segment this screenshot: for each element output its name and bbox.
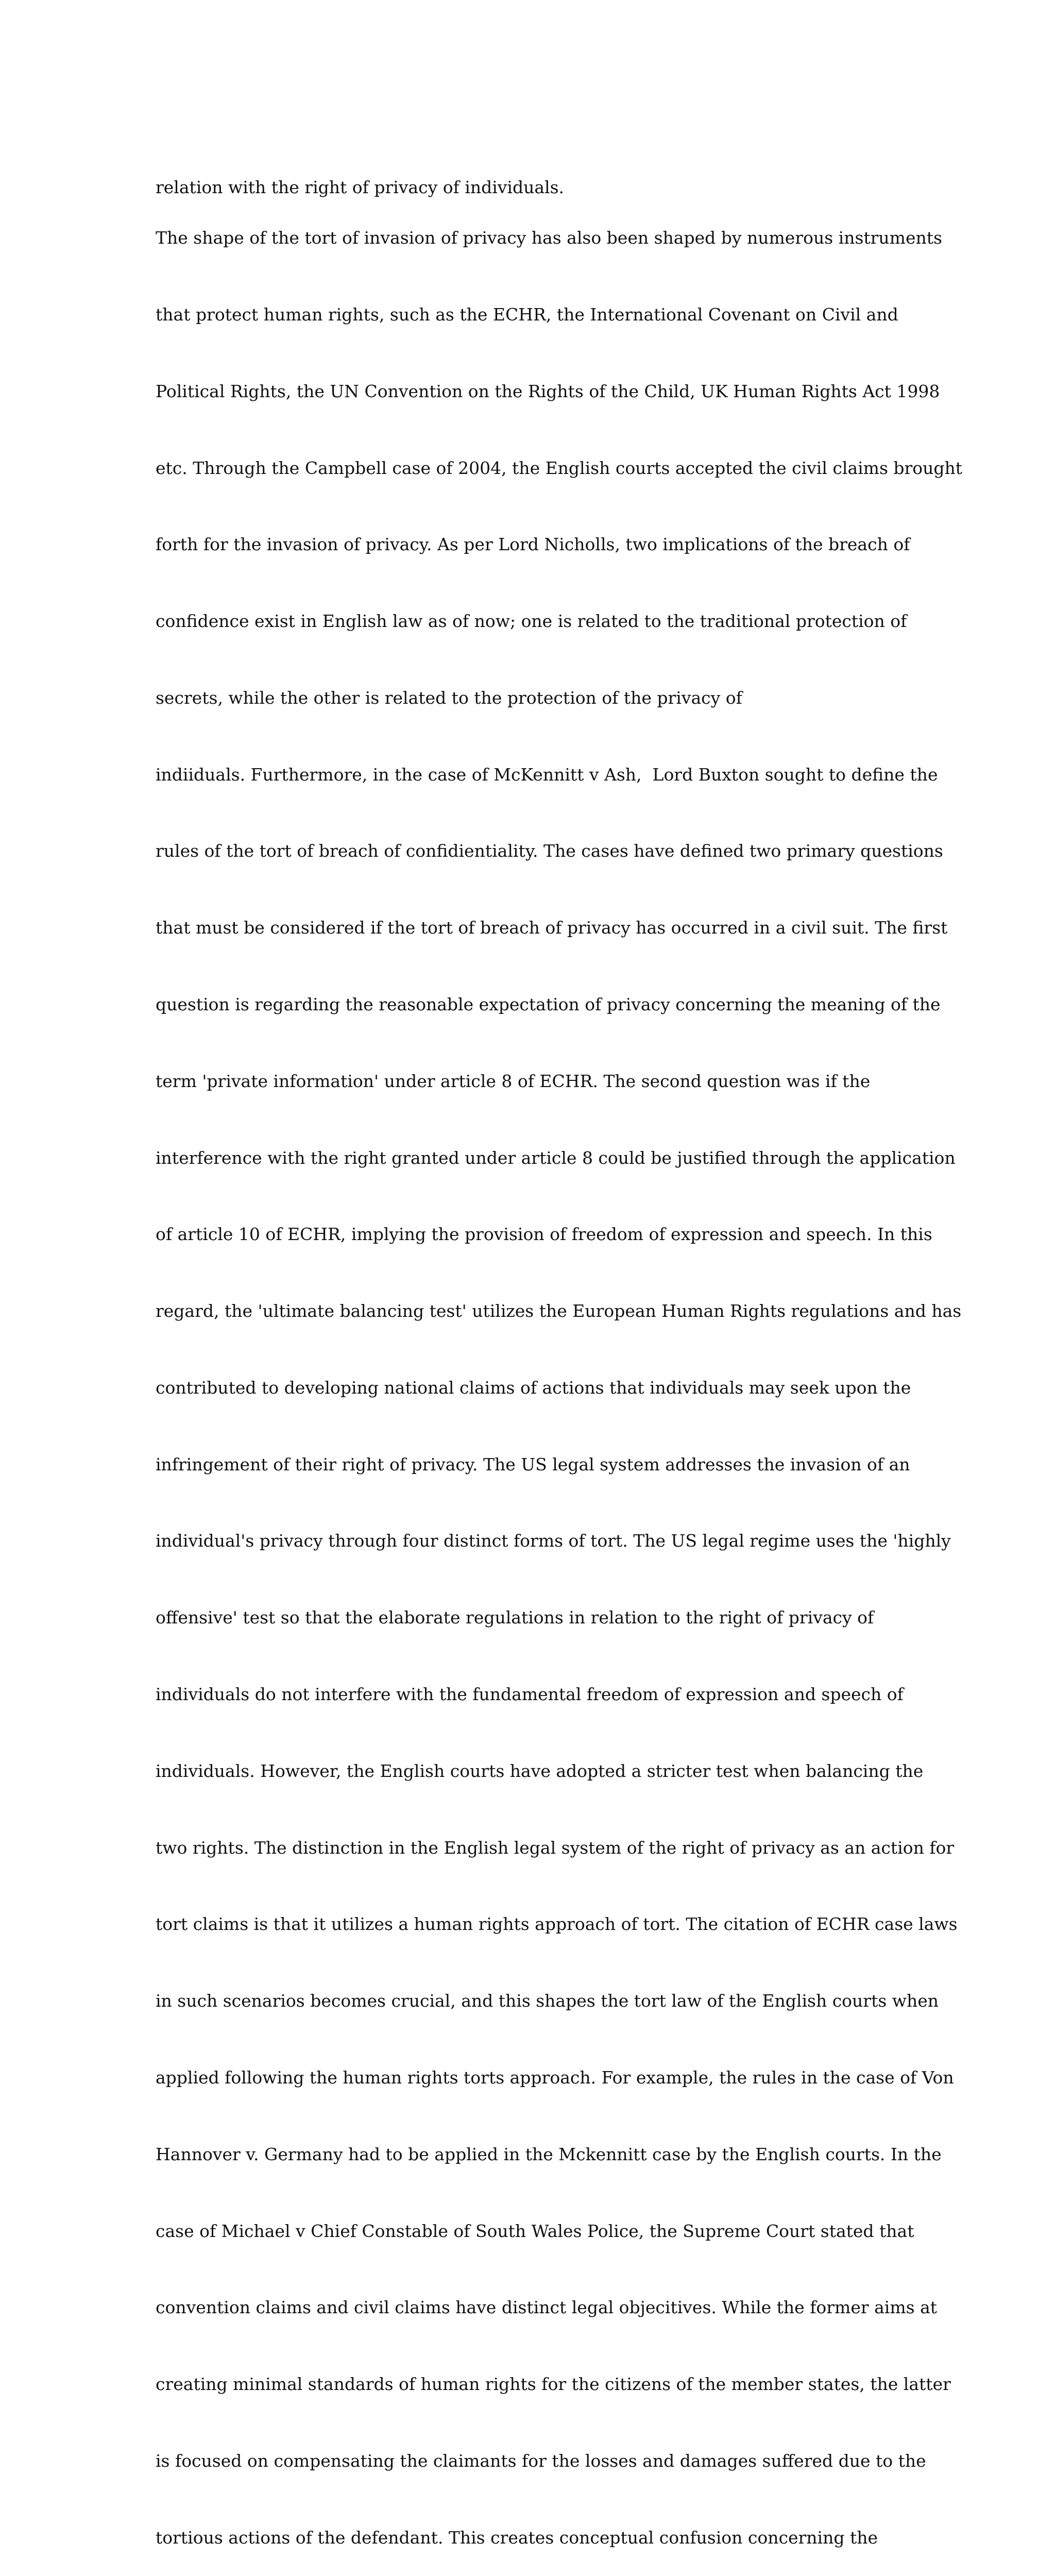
text-line: indiiduals. Furthermore, in the case of McKennitt v Ash, Lord Buxton sought to define the — [156, 764, 938, 785]
text-line: individuals. However, the English courts have adopted a stricter test when balancing the — [156, 1760, 924, 1781]
text-line: that protect human rights, such as the ECHR, the International Covenant on Civil and — [156, 304, 898, 325]
text-line: regard, the 'ultimate balancing test' utilizes the European Human Rights regulations and has — [156, 1301, 962, 1321]
text-line: that must be considered if the tort of breach of privacy has occurred in a civil suit. The first — [156, 918, 948, 938]
text-line: is focused on compensating the claimants for the losses and damages suffered due to the — [156, 2450, 926, 2471]
text-line: in such scenarios becomes crucial, and this shapes the tort law of the English courts when — [156, 1991, 939, 2011]
paragraph-2 — [156, 174, 963, 2576]
text-line: interference with the right granted under article 8 could be justified through the application — [156, 1147, 956, 1168]
text-line: two rights. The distinction in the English legal system of the right of privacy as an action for — [156, 1837, 955, 1858]
text-line: individuals do not interfere with the fundamental freedom of expression and speech of — [156, 1684, 904, 1705]
text-line: Hannover v. Germany had to be applied in the Mckennitt case by the English courts. In the — [156, 2144, 942, 2164]
text-line: contributed to developing national claims of actions that individuals may seek upon the — [156, 1377, 911, 1398]
text-line: forth for the invasion of privacy. As per Lord Nicholls, two implications of the breach of — [156, 534, 910, 555]
text-line: Political Rights, the UN Convention on the Rights of the Child, UK Human Rights Act 1998 — [156, 381, 940, 401]
text-line: relation with the right of privacy of individuals. — [156, 177, 564, 198]
text-line: infringement of their right of privacy. The US legal system addresses the invasion of an — [156, 1454, 910, 1475]
text-line: secrets, while the other is related to the protection of the privacy of — [156, 687, 742, 708]
text-line: individual's privacy through four distinct forms of tort. The US legal regime uses the 'highly — [156, 1531, 951, 1551]
text-line: question is regarding the reasonable expectation of privacy concerning the meaning of the — [156, 994, 941, 1014]
text-line: of article 10 of ECHR, implying the provision of freedom of expression and speech. In this — [156, 1224, 932, 1245]
text-line: offensive' test so that the elaborate regulations in relation to the right of privacy of — [156, 1607, 874, 1628]
text-line: creating minimal standards of human rights for the citizens of the member states, the latter — [156, 2374, 951, 2395]
text-line: rules of the tort of breach of confidientiality. The cases have defined two primary questions — [156, 841, 943, 861]
text-line: tort claims is that it utilizes a human rights approach of tort. The citation of ECHR case laws — [156, 1914, 958, 1935]
text-line: applied following the human rights torts approach. For example, the rules in the case of Von — [156, 2067, 954, 2088]
text-line: case of Michael v Chief Constable of South Wales Police, the Supreme Court stated that — [156, 2221, 914, 2241]
text-line: confidence exist in English law as of now; one is related to the traditional protection of — [156, 611, 907, 632]
text-line: convention claims and civil claims have distinct legal objecitives. While the former aims at — [156, 2297, 938, 2318]
text-line: tortious actions of the defendant. This creates conceptual confusion concerning the — [156, 2527, 878, 2548]
text-line: etc. Through the Campbell case of 2004, the English courts accepted the civil claims brought — [156, 457, 963, 478]
text-line: term 'private information' under article 8 of ECHR. The second question was if the — [156, 1071, 871, 1091]
text-line: The shape of the tort of invasion of privacy has also been shaped by numerous instruments — [156, 228, 942, 248]
